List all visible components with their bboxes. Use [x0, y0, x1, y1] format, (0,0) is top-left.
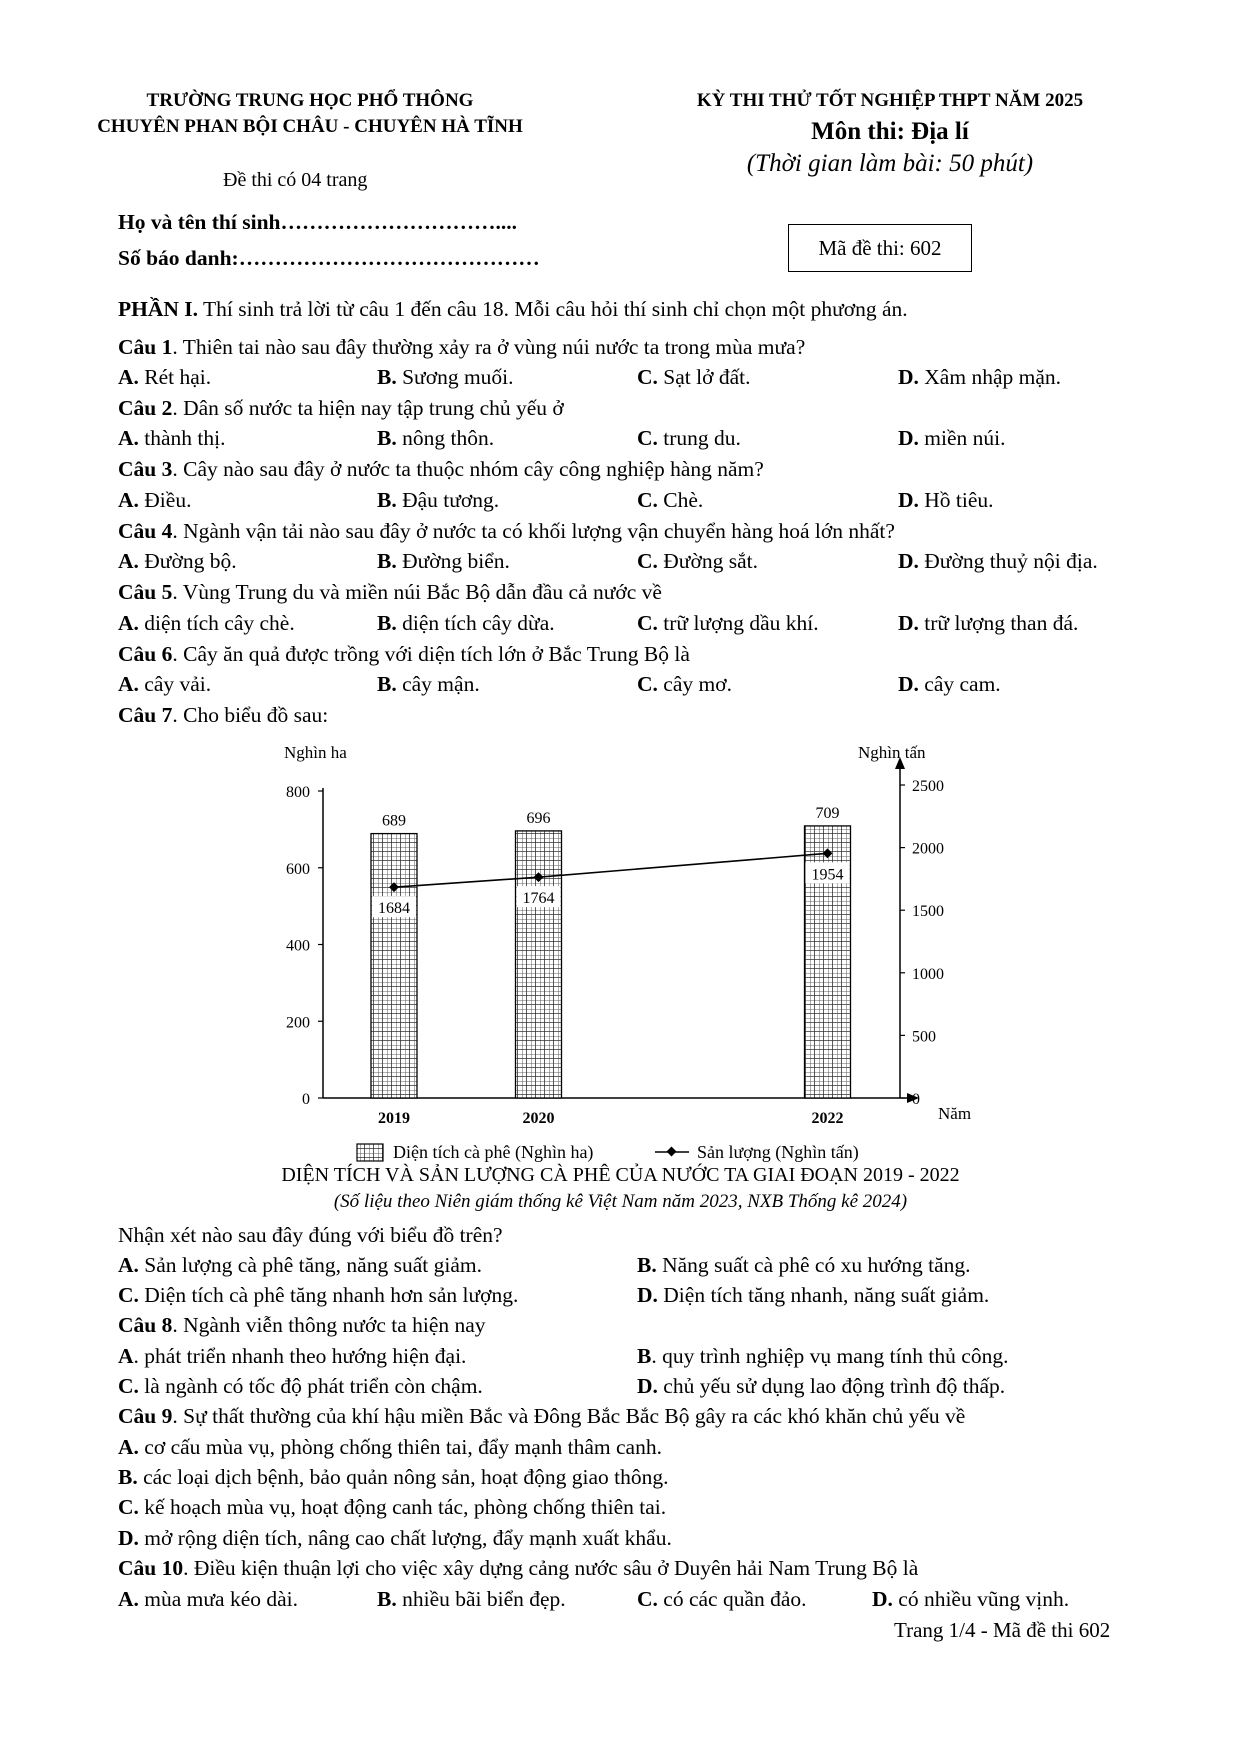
question-text: Nhận xét nào sau đây đúng với biểu đồ trên?	[118, 1223, 503, 1247]
option-a: A. mùa mưa kéo dài.	[118, 1587, 299, 1611]
chart-title: DIỆN TÍCH VÀ SẢN LƯỢNG CÀ PHÊ CỦA NƯỚC TA GIAI ĐOẠN 2019 - 2022	[281, 1164, 960, 1186]
question-stem	[118, 579, 662, 605]
exam-code: Mã đề thi: 602	[818, 235, 942, 260]
legend-bar-label: Diện tích cà phê (Nghìn ha)	[393, 1142, 594, 1162]
exam-code-box	[788, 224, 972, 272]
x-tick-label-2022: 2022	[811, 1110, 844, 1127]
question-text: . Cho biểu đồ sau:	[172, 703, 329, 727]
legend-line-label: Sản lượng (Nghìn tấn)	[697, 1142, 859, 1162]
question-number: Câu 3	[118, 457, 173, 481]
question-number: Câu 7	[118, 703, 173, 727]
question-number: Câu 4	[118, 519, 173, 543]
option-b: B. Năng suất cà phê có xu hướng tăng.	[637, 1253, 971, 1277]
question-stem	[118, 456, 764, 482]
option-b: B. Sương muối.	[377, 365, 514, 389]
bar-label-2022: 709	[815, 804, 840, 822]
question-number: Câu 1	[118, 335, 173, 359]
option-d: D. Xâm nhập mặn.	[898, 365, 1062, 389]
school-name-line2: CHUYÊN PHAN BỘI CHÂU - CHUYÊN HÀ TĨNH	[97, 116, 523, 137]
candidate-id-field: Số báo danh:……………………………………	[118, 246, 540, 270]
question-stem	[118, 395, 564, 421]
question-text: . Vùng Trung du và miền núi Bắc Bộ dẫn đầu cả nước về	[172, 580, 662, 604]
question-stem	[118, 1312, 486, 1338]
question-text: . Ngành vận tải nào sau đây ở nước ta có khối lượng vận chuyển hàng hoá lớn nhất?	[172, 519, 895, 543]
right-tick-label: 2500	[912, 778, 944, 795]
option-a: A. cây vải.	[118, 672, 212, 696]
question-text: . Ngành viễn thông nước ta hiện nay	[172, 1313, 486, 1337]
question-text: . Sự thất thường của khí hậu miền Bắc và Đông Bắc Bắc Bộ gây ra các khó khăn chủ yếu về	[172, 1404, 966, 1428]
question-stem	[118, 518, 895, 544]
question-text: . Điều kiện thuận lợi cho việc xây dựng cảng nước sâu ở Duyên hải Nam Trung Bộ là	[183, 1556, 919, 1580]
question-number: Câu 6	[118, 642, 173, 666]
question-text: . Cây nào sau đây ở nước ta thuộc nhóm cây công nghiệp hàng năm?	[172, 457, 764, 481]
question-number: Câu 8	[118, 1313, 173, 1337]
question-stem	[118, 641, 690, 667]
option-b: B. Đậu tương.	[377, 488, 500, 512]
option-c: C. Sạt lở đất.	[637, 365, 751, 389]
candidate-name-field: Họ và tên thí sinh…………………………....	[118, 210, 517, 234]
page-footer: Trang 1/4 - Mã đề thi 602	[894, 1618, 1111, 1642]
right-tick-label: 1000	[912, 965, 944, 983]
option-b: B. quy trình nghiệp vụ mang tính thủ công.	[637, 1344, 1009, 1368]
left-tick-label: 0	[302, 1091, 310, 1108]
question-number: Câu 9	[118, 1404, 173, 1428]
line-label-2020: 1764	[522, 890, 555, 908]
bar-label-2019: 689	[382, 812, 406, 830]
option-b: B. cây mận.	[377, 672, 480, 696]
part-label: PHẦN I.	[118, 297, 199, 321]
chart-source: (Số liệu theo Niên giám thống kê Việt Nam năm 2023, NXB Thống kê 2024)	[333, 1191, 908, 1212]
option-a: A. cơ cấu mùa vụ, phòng chống thiên tai, đẩy mạnh thâm canh.	[118, 1435, 662, 1459]
question-stem	[118, 1403, 965, 1429]
question-stem	[118, 702, 328, 728]
option-c: C. Diện tích cà phê tăng nhanh hơn sản lượng.	[118, 1283, 519, 1307]
question-number: Câu 2	[118, 396, 173, 420]
school-name-line1: TRƯỜNG TRUNG HỌC PHỔ THÔNG	[146, 90, 474, 111]
question-text: . Thiên tai nào sau đây thường xảy ra ở vùng núi nước ta trong mùa mưa?	[172, 335, 806, 359]
option-c: C. là ngành có tốc độ phát triển còn chậm.	[118, 1374, 483, 1398]
exam-time: (Thời gian làm bài: 50 phút)	[746, 150, 1034, 177]
option-d: D. có nhiều vũng vịnh.	[872, 1587, 1070, 1611]
legend-line-marker	[667, 1147, 677, 1157]
right-tick-label: 2000	[912, 840, 944, 858]
option-d: D. Đường thuỷ nội địa.	[898, 549, 1098, 573]
left-axis-label: Nghìn ha	[284, 743, 347, 762]
right-axis-label: Nghìn tấn	[858, 743, 926, 762]
right-tick-label: 500	[912, 1028, 936, 1046]
option-a: A. Rét hại.	[118, 365, 212, 389]
option-d: D. Hồ tiêu.	[898, 488, 994, 512]
production-line	[394, 853, 828, 887]
line-label-2019: 1684	[378, 900, 410, 918]
question-number: Câu 5	[118, 580, 173, 604]
question-number: Câu 10	[118, 1556, 184, 1580]
option-c: C. trữ lượng dầu khí.	[637, 611, 819, 635]
bar-2019	[371, 834, 417, 1098]
exam-title: KỲ THI THỬ TỐT NGHIỆP THPT NĂM 2025	[696, 90, 1084, 111]
left-tick-label: 400	[286, 937, 310, 955]
line-label-2022: 1954	[811, 866, 844, 884]
option-d: D. chủ yếu sử dụng lao động trình độ thấp.	[637, 1374, 1006, 1398]
right-tick-label: 1500	[912, 903, 944, 921]
option-b: B. nhiều bãi biển đẹp.	[377, 1587, 566, 1611]
x-tick-label-2020: 2020	[522, 1110, 555, 1127]
option-c: C. Đường sắt.	[637, 549, 758, 573]
bar-2020	[516, 831, 562, 1098]
option-d: D. mở rộng diện tích, nâng cao chất lượng, đẩy mạnh xuất khẩu.	[118, 1526, 672, 1550]
x-axis-label: Năm	[938, 1104, 972, 1123]
right-tick-label: 0	[912, 1091, 920, 1108]
coffee-chart	[0, 730, 1241, 1170]
question-text: . Dân số nước ta hiện nay tập trung chủ yếu ở	[172, 396, 564, 420]
option-b: B. nông thôn.	[377, 426, 495, 450]
option-b: B. diện tích cây dừa.	[377, 611, 555, 635]
question-stem	[118, 1555, 918, 1581]
option-a: A. Sản lượng cà phê tăng, năng suất giảm.	[118, 1253, 482, 1277]
option-c: C. cây mơ.	[637, 672, 732, 696]
option-c: C. có các quần đảo.	[637, 1587, 807, 1611]
bar-label-2020: 696	[526, 809, 551, 827]
option-c: C. kế hoạch mùa vụ, hoạt động canh tác, phòng chống thiên tai.	[118, 1495, 667, 1519]
option-d: D. cây cam.	[898, 672, 1001, 696]
option-c: C. trung du.	[637, 426, 741, 450]
option-b: B. các loại dịch bệnh, bảo quản nông sản, hoạt động giao thông.	[118, 1465, 669, 1489]
x-tick-label-2019: 2019	[378, 1110, 410, 1127]
option-a: A. Điều.	[118, 488, 192, 512]
pages-note: Đề thi có 04 trang	[223, 169, 368, 191]
question-stem	[118, 334, 805, 360]
option-b: B. Đường biển.	[377, 549, 510, 573]
subject-title: Môn thi: Địa lí	[811, 118, 969, 145]
option-d: D. miền núi.	[898, 426, 1006, 450]
option-a: A. thành thị.	[118, 426, 226, 450]
option-d: D. Diện tích tăng nhanh, năng suất giảm.	[637, 1283, 990, 1307]
question-stem	[118, 1222, 503, 1248]
option-c: C. Chè.	[637, 488, 704, 512]
option-a: A. Đường bộ.	[118, 549, 237, 573]
option-a: A. diện tích cây chè.	[118, 611, 295, 635]
left-tick-label: 800	[286, 784, 310, 801]
legend-bar-swatch	[357, 1144, 383, 1161]
left-tick-label: 600	[286, 860, 310, 878]
option-d: D. trữ lượng than đá.	[898, 611, 1079, 635]
question-text: . Cây ăn quả được trồng với diện tích lớn ở Bắc Trung Bộ là	[172, 642, 690, 666]
left-tick-label: 200	[286, 1014, 310, 1032]
part-instruction-text: Thí sinh trả lời từ câu 1 đến câu 18. Mỗi câu hỏi thí sinh chỉ chọn một phương án.	[198, 297, 908, 321]
option-a: A. phát triển nhanh theo hướng hiện đại.	[118, 1344, 467, 1368]
part-instruction	[118, 296, 908, 322]
